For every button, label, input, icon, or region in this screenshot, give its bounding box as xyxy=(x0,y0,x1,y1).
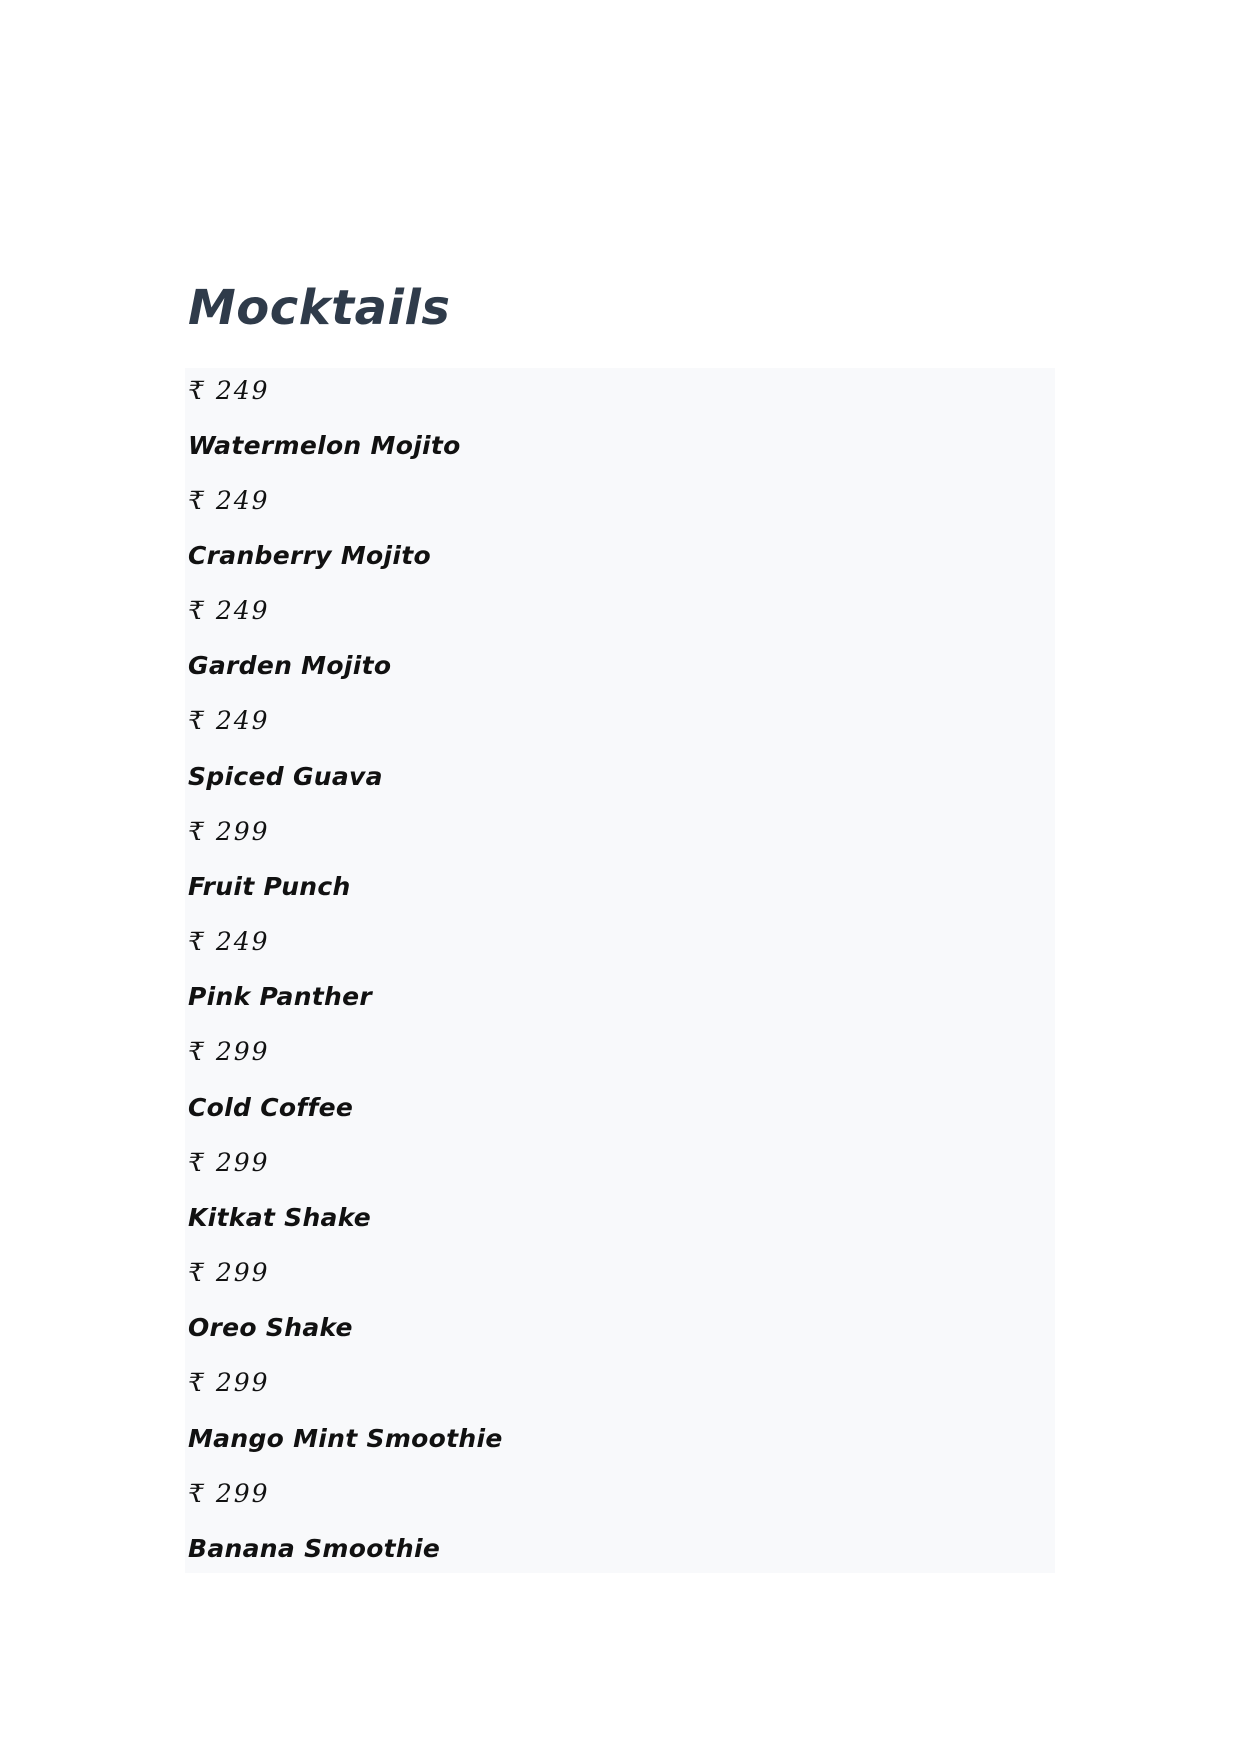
item-name: Mango Mint Smoothie xyxy=(188,1424,503,1453)
item-name: Watermelon Mojito xyxy=(188,431,461,460)
item-name: Fruit Punch xyxy=(188,872,351,901)
item-name: Oreo Shake xyxy=(188,1313,353,1342)
item-price: ₹ 299 xyxy=(188,1037,270,1066)
item-price: ₹ 299 xyxy=(188,1368,270,1397)
item-name: Spiced Guava xyxy=(188,762,383,791)
item-name: Cold Coffee xyxy=(188,1093,354,1122)
item-price: ₹ 249 xyxy=(188,706,270,735)
item-name: Pink Panther xyxy=(188,982,373,1011)
item-price: ₹ 299 xyxy=(188,1148,270,1177)
page-title: Mocktails xyxy=(188,280,451,336)
item-price: ₹ 249 xyxy=(188,596,270,625)
item-name: Garden Mojito xyxy=(188,651,392,680)
item-price: ₹ 249 xyxy=(188,486,270,515)
item-price: ₹ 299 xyxy=(188,1479,270,1508)
item-name: Cranberry Mojito xyxy=(188,541,431,570)
item-price: ₹ 249 xyxy=(188,376,270,405)
item-price: ₹ 299 xyxy=(188,817,270,846)
item-price: ₹ 249 xyxy=(188,927,270,956)
item-name: Kitkat Shake xyxy=(188,1203,372,1232)
menu-list xyxy=(185,368,1055,1573)
item-name: Banana Smoothie xyxy=(188,1534,441,1563)
item-price: ₹ 299 xyxy=(188,1258,270,1287)
